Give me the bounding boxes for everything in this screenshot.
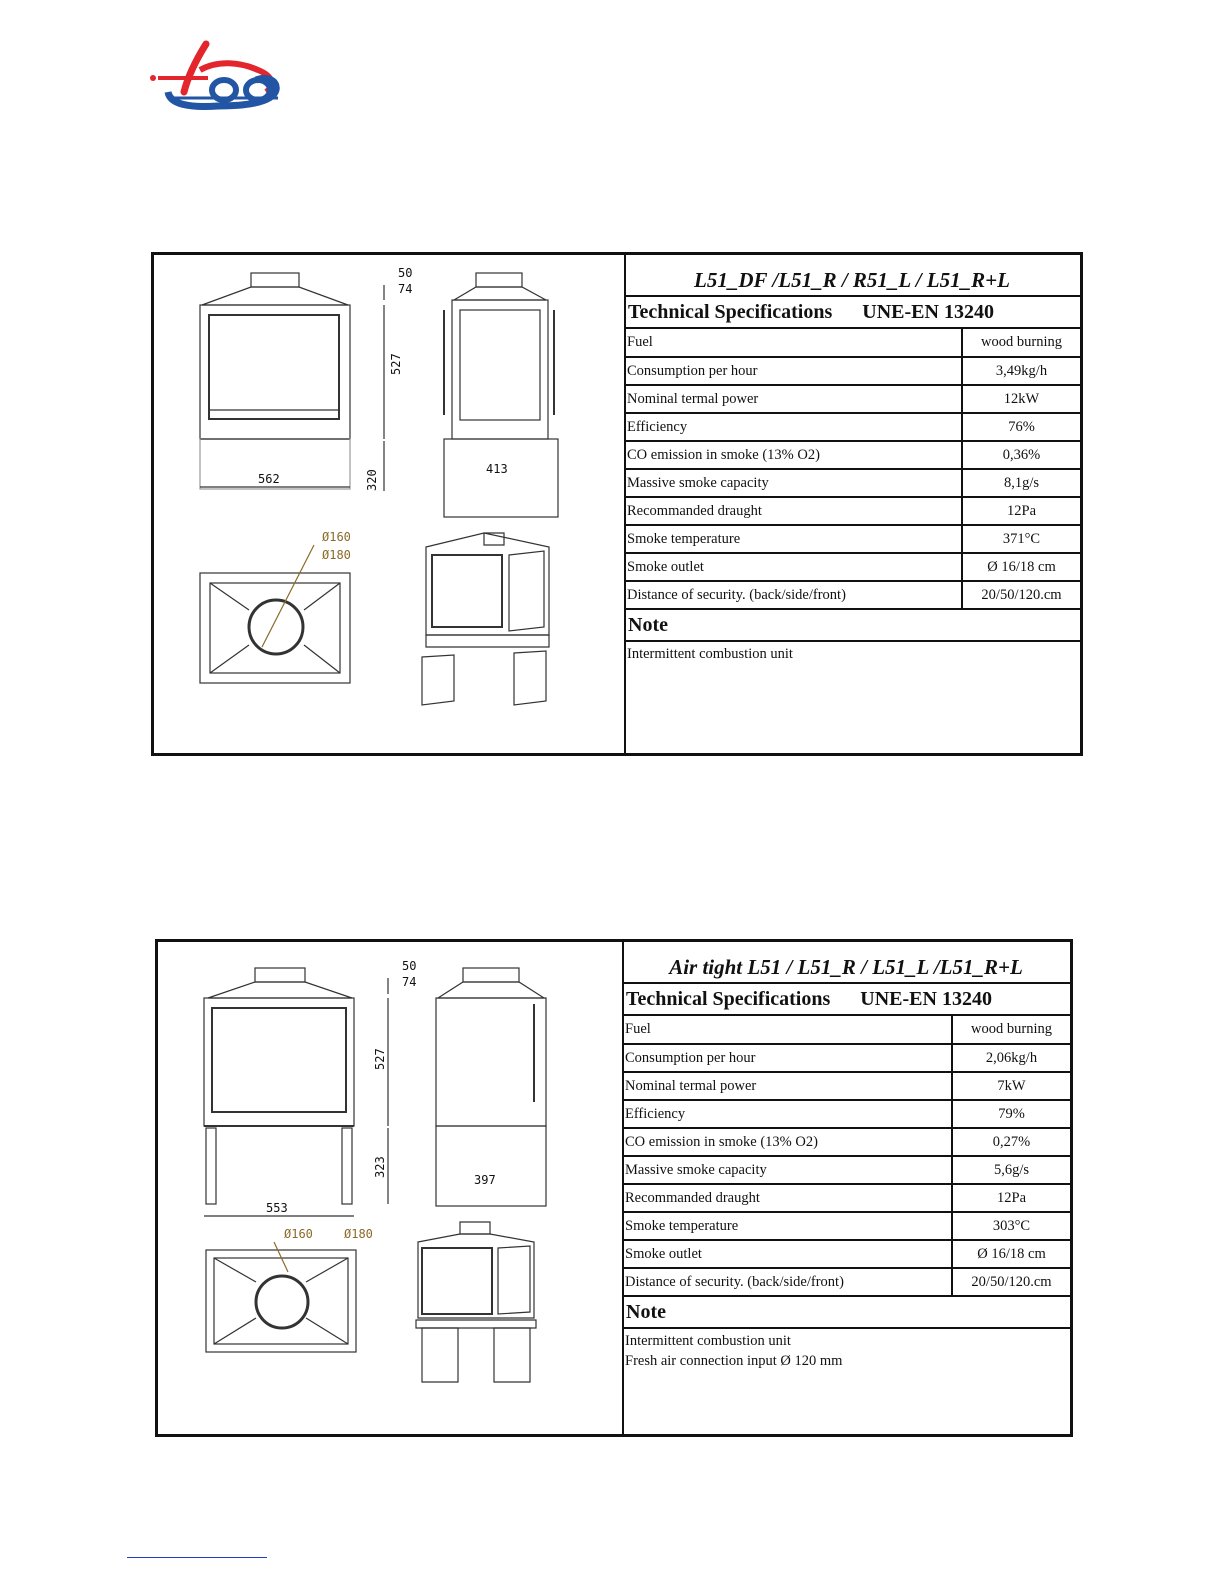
note-body	[622, 1329, 1070, 1373]
note-heading: Note	[624, 610, 1080, 642]
spec-value: 0,27%	[952, 1128, 1070, 1156]
spec-value: 3,49kg/h	[962, 357, 1080, 385]
spec-label: Smoke temperature	[622, 1212, 952, 1240]
spec-heading-label: Technical Specifications	[626, 987, 831, 1010]
standard-label: UNE-EN 13240	[860, 987, 992, 1010]
spec-value: 8,1g/s	[962, 469, 1080, 497]
dim-height: 527	[373, 1048, 387, 1070]
spec-value: 20/50/120.cm	[952, 1268, 1070, 1296]
dim-top1: 50	[402, 959, 417, 973]
table-row	[622, 1044, 1070, 1072]
spec-value: 79%	[952, 1100, 1070, 1128]
spec-value: 371°C	[962, 525, 1080, 553]
table-row	[622, 1156, 1070, 1184]
spec-heading-label: Technical Specifications	[628, 300, 833, 323]
spec-label: Massive smoke capacity	[622, 1156, 952, 1184]
spec-value: Ø 16/18 cm	[952, 1240, 1070, 1268]
dim-base: 323	[373, 1156, 387, 1178]
spec-value: 12Pa	[962, 497, 1080, 525]
dim-diameter-180: Ø180	[322, 548, 351, 562]
spec-label: CO emission in smoke (13% O2)	[624, 441, 962, 469]
spec-card-2	[155, 939, 1073, 1437]
dim-top1: 50	[398, 266, 413, 280]
note-heading: Note	[622, 1297, 1070, 1329]
spec-label: Distance of security. (back/side/front)	[622, 1268, 952, 1296]
table-row	[624, 329, 1080, 357]
spec-label: Efficiency	[624, 413, 962, 441]
spec-label: CO emission in smoke (13% O2)	[622, 1128, 952, 1156]
model-title: L51_DF /L51_R / R51_L / L51_R+L	[624, 255, 1080, 297]
table-row	[622, 1268, 1070, 1296]
dim-depth: 413	[486, 462, 508, 476]
table-row	[624, 497, 1080, 525]
note-line: Intermittent combustion unit	[625, 1333, 791, 1349]
spec-value: 5,6g/s	[952, 1156, 1070, 1184]
spec-label: Smoke outlet	[624, 553, 962, 581]
spec-label: Consumption per hour	[622, 1044, 952, 1072]
spec-label: Recommanded draught	[624, 497, 962, 525]
table-row	[624, 357, 1080, 385]
model-title: Air tight L51 / L51_R / L51_L /L51_R+L	[622, 942, 1070, 984]
spec-label: Smoke outlet	[622, 1240, 952, 1268]
spec-label: Distance of security. (back/side/front)	[624, 581, 962, 609]
table-row	[624, 553, 1080, 581]
table-row	[622, 1072, 1070, 1100]
table-row	[622, 1016, 1070, 1044]
stove-drawing-2	[158, 942, 624, 1434]
table-row	[622, 1240, 1070, 1268]
spec-value: wood burning	[962, 329, 1080, 357]
table-row	[622, 1184, 1070, 1212]
spec-label: Efficiency	[622, 1100, 952, 1128]
spec-value: 12Pa	[952, 1184, 1070, 1212]
spec-value: 12kW	[962, 385, 1080, 413]
table-row	[624, 469, 1080, 497]
spec-table	[624, 329, 1080, 610]
dim-diameter-160: Ø160	[322, 530, 351, 544]
spec-value: Ø 16/18 cm	[962, 553, 1080, 581]
spec-value: 0,36%	[962, 441, 1080, 469]
dim-diameter-180: Ø180	[344, 1227, 373, 1241]
spec-label: Massive smoke capacity	[624, 469, 962, 497]
spec-label: Recommanded draught	[622, 1184, 952, 1212]
dim-depth: 397	[474, 1173, 496, 1187]
note-body	[624, 642, 1080, 666]
table-row	[622, 1128, 1070, 1156]
spec-value: wood burning	[952, 1016, 1070, 1044]
standard-label: UNE-EN 13240	[862, 300, 994, 323]
table-row	[622, 1100, 1070, 1128]
spec-value: 7kW	[952, 1072, 1070, 1100]
dim-top2: 74	[398, 282, 413, 296]
stove-drawing-1	[154, 255, 626, 753]
spec-value: 303°C	[952, 1212, 1070, 1240]
spec-label: Consumption per hour	[624, 357, 962, 385]
spec-card-1	[151, 252, 1083, 756]
spec-label: Smoke temperature	[624, 525, 962, 553]
spec-table	[622, 1016, 1070, 1297]
spec-value: 76%	[962, 413, 1080, 441]
spec-value: 20/50/120.cm	[962, 581, 1080, 609]
dim-diameter-160: Ø160	[284, 1227, 313, 1241]
dim-base: 320	[365, 469, 379, 491]
dim-width: 553	[266, 1201, 288, 1215]
table-row	[624, 413, 1080, 441]
table-row	[624, 441, 1080, 469]
dim-width: 562	[258, 472, 280, 486]
spec-panel-1	[624, 255, 1080, 753]
spec-label: Nominal termal power	[624, 385, 962, 413]
table-row	[624, 581, 1080, 609]
footer-link-underline[interactable]	[127, 1557, 267, 1558]
dim-top2: 74	[402, 975, 417, 989]
spec-value: 2,06kg/h	[952, 1044, 1070, 1072]
table-row	[622, 1212, 1070, 1240]
leo-logo	[148, 40, 283, 112]
table-row	[624, 525, 1080, 553]
spec-heading	[622, 984, 1070, 1016]
spec-label: Fuel	[624, 329, 962, 357]
spec-label: Nominal termal power	[622, 1072, 952, 1100]
spec-heading	[624, 297, 1080, 329]
spec-panel-2	[622, 942, 1070, 1434]
note-line: Intermittent combustion unit	[627, 646, 793, 662]
dim-height: 527	[389, 353, 403, 375]
table-row	[624, 385, 1080, 413]
note-line: Fresh air connection input Ø 120 mm	[625, 1353, 843, 1369]
spec-label: Fuel	[622, 1016, 952, 1044]
